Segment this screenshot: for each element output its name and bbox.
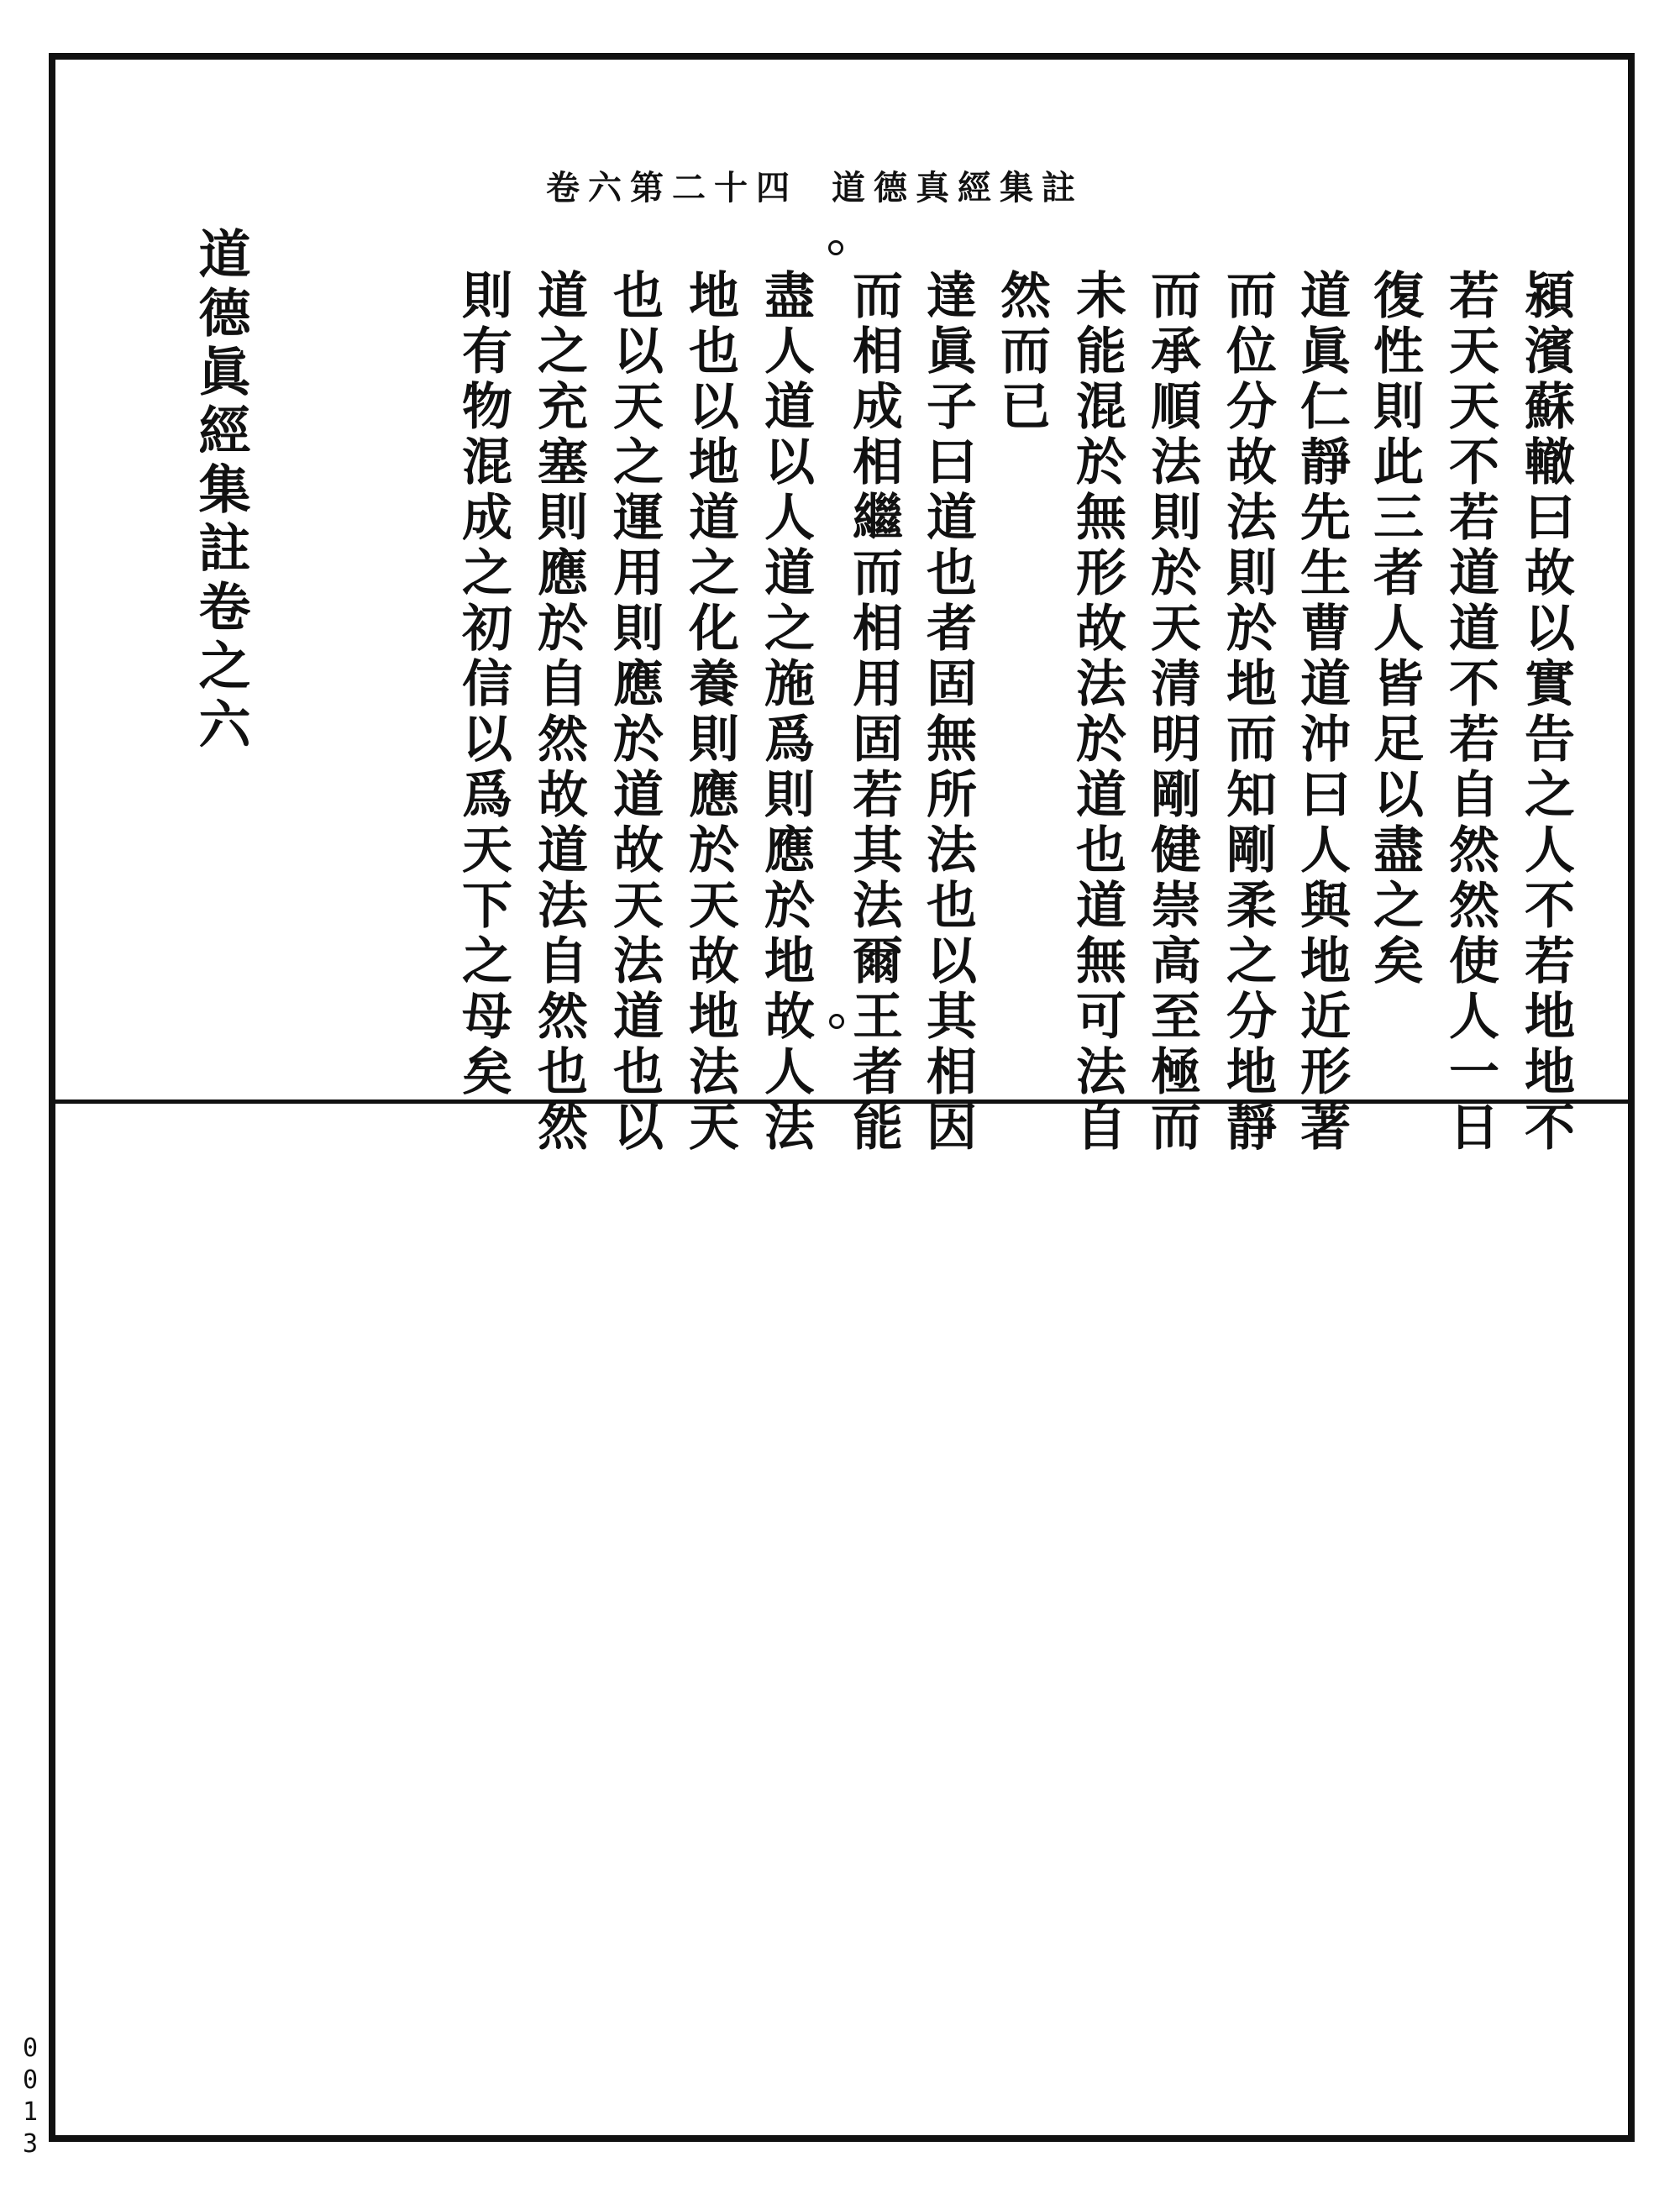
punctuation-circle-mark (828, 240, 843, 255)
text-column-15: 則有物混成之初信以爲天下之母矣 (454, 269, 512, 1100)
text-column-7: 未能混於無形故法於道也道無可法自 (1068, 269, 1126, 1156)
text-column-13: 也以天之運用則應於道故天法道也以 (605, 269, 664, 1156)
running-header (546, 161, 1151, 208)
page-number-digit: 0 (22, 2065, 39, 2095)
text-column-10: 而相成相繼而相用固若其法爾王者能 (844, 269, 903, 1156)
page-number-digit: 3 (22, 2129, 39, 2159)
text-column-1: 潁濱蘇轍曰故以實告之人不若地地不 (1516, 269, 1575, 1156)
page-number-digit: 0 (22, 2034, 39, 2063)
text-column-14: 道之充塞則應於自然故道法自然也然 (529, 269, 588, 1156)
punctuation-circle-mark (829, 1014, 844, 1029)
header-volume: 卷六第二十四 (546, 167, 798, 207)
text-column-9: 達眞子曰道也者固無所法也以其相因 (918, 269, 977, 1156)
text-column-3: 復性則此三者人皆足以盡之矣 (1365, 269, 1424, 989)
text-column-11: 盡人道以人道之施爲則應於地故人法 (756, 269, 815, 1156)
text-column-4: 道眞仁靜先生曹道沖曰人與地近形著 (1292, 269, 1351, 1156)
text-column-8: 然而已 (992, 269, 1051, 435)
page-number (18, 2033, 42, 2160)
text-column-2: 若天天不若道道不若自然然使人一日 (1441, 269, 1499, 1156)
text-column-6: 而承順法則於天清明剛健崇高至極而 (1142, 269, 1201, 1156)
volume-end-title: 道德眞經集註卷之六 (190, 227, 251, 756)
header-book-title: 道德真經集註 (832, 167, 1084, 207)
page-number-digit: 1 (22, 2097, 39, 2127)
page-divider-line (49, 1100, 1635, 1104)
text-column-12: 地也以地道之化養則應於天故地法天 (680, 269, 739, 1156)
text-column-5: 而位分故法則於地而知剛柔之分地靜 (1218, 269, 1277, 1156)
